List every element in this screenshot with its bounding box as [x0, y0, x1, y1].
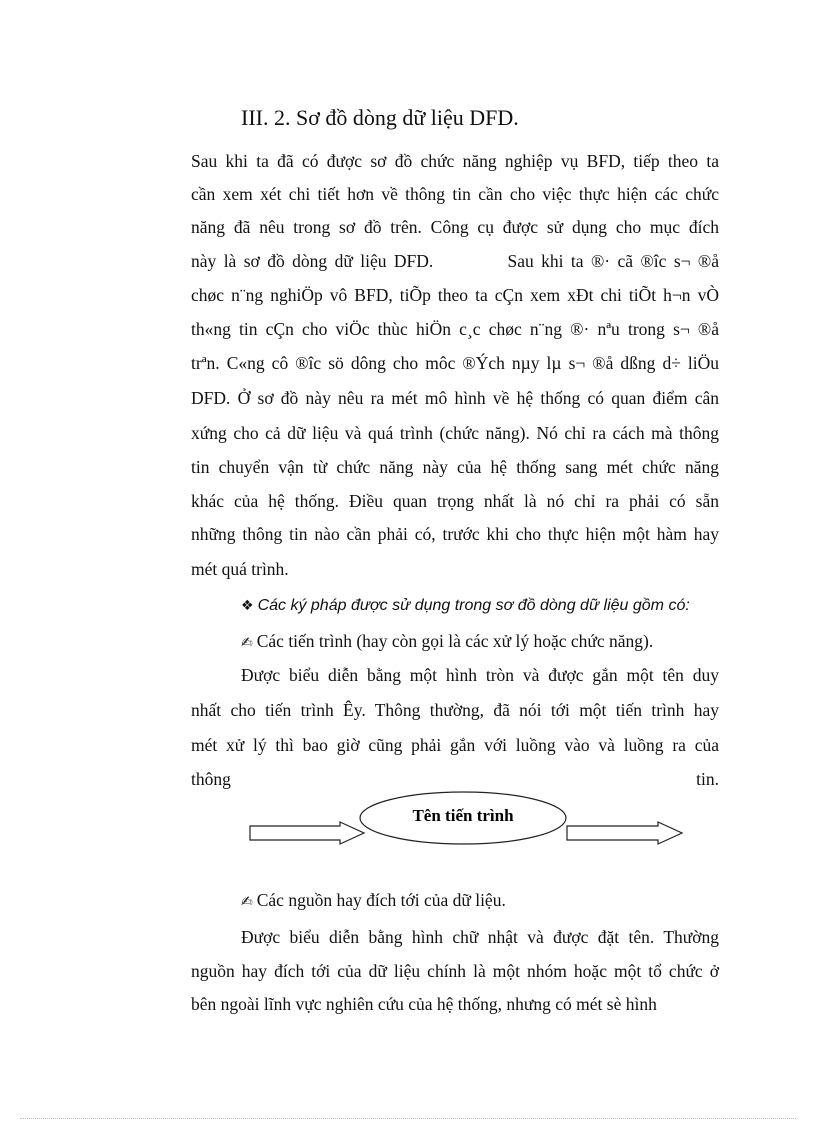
split-left: thông: [191, 769, 231, 789]
output-flow-arrow: [567, 822, 682, 844]
body-line: chøc n¨ng nghiÖp vô BFD, tiÕp theo ta cÇn xem xÐt chi tiÕt h¬n vÒ: [191, 285, 719, 305]
split-right: tin.: [696, 769, 719, 789]
body-line: Sau khi ta đã có được sơ đồ chức năng nghiệp vụ BFD, tiếp theo ta: [191, 151, 719, 171]
body-line: những thông tin nào cần phải có, trước khi cho thực hiện một hàm hay: [191, 524, 719, 544]
body-line: xứng cho cả dữ liệu và quá trình (chức năng). Nó chỉ ra cách mà thông: [191, 423, 719, 443]
process-diagram: [240, 786, 690, 858]
item-text: Các nguồn hay đích tới của dữ liệu.: [256, 890, 506, 910]
bullet-heading: [241, 595, 719, 617]
body-line: năng đã nêu trong sơ đồ trên. Công cụ được sử dụng cho mục đích: [191, 217, 719, 237]
body-line: th«ng tin cÇn cho viÖc thùc hiÖn c¸c chøc n¨ng ®· nªu trong s¬ ®å: [191, 319, 719, 339]
body-line: mét xử lý thì bao giờ cũng phải gắn với luồng vào và luồng ra của: [191, 735, 719, 755]
body-line: DFD. Ở sơ đồ này nêu ra mét mô hình về hệ thống có quan điểm cân: [191, 388, 719, 408]
body-line: cần xem xét chi tiết hơn về thông tin cần cho việc thực hiện các chức: [191, 184, 719, 204]
section-heading: III. 2. Sơ đồ dòng dữ liệu DFD.: [241, 105, 519, 130]
body-line: nguồn hay đích tới của dữ liệu chính là một nhóm hoặc một tổ chức ở: [191, 961, 719, 981]
notation-item-sources: [241, 889, 719, 913]
process-label: Tên tiến trình: [412, 806, 514, 825]
body-line: Được biểu diễn bằng một hình tròn và được gắn một tên duy: [241, 665, 719, 685]
input-flow-arrow: [250, 822, 364, 844]
body-line: Được biểu diễn bằng hình chữ nhật và được đặt tên. Thường: [241, 927, 719, 947]
notation-item-processes: [241, 630, 719, 654]
page-bottom-border: [20, 1118, 796, 1119]
body-line: mét quá trình.: [191, 559, 289, 579]
body-line: khác của hệ thống. Điều quan trọng nhất là nó chỉ ra phải có sẵn: [191, 491, 719, 511]
writing-hand-icon: ✍: [241, 635, 253, 651]
bullet-heading-text: Các ký pháp được sử dụng trong sơ đồ dòng dữ liệu gồm có:: [257, 597, 690, 614]
body-line: tin chuyển vận từ chức năng này của hệ thống sang mét chức năng: [191, 457, 719, 477]
diamond-bullet-icon: ❖: [241, 598, 254, 614]
body-line: bên ngoài lĩnh vực nghiên cứu của hệ thống, nhưng có mét sè hình: [191, 994, 657, 1014]
writing-hand-icon: ✍: [241, 894, 253, 910]
body-line: nhất cho tiến trình Êy. Thông thường, đã nói tới một tiến trình hay: [191, 700, 719, 720]
body-line: trªn. C«ng cô ®îc sö dông cho môc ®Ých nµy lµ s¬ ®å dßng d÷ liÖu: [191, 353, 719, 373]
item-text: Các tiến trình (hay còn gọi là các xử lý hoặc chức năng).: [256, 631, 654, 651]
body-line: này là sơ đồ dòng dữ liệu DFD. Sau khi ta ®· cã ®îc s¬ ®å: [191, 251, 719, 271]
